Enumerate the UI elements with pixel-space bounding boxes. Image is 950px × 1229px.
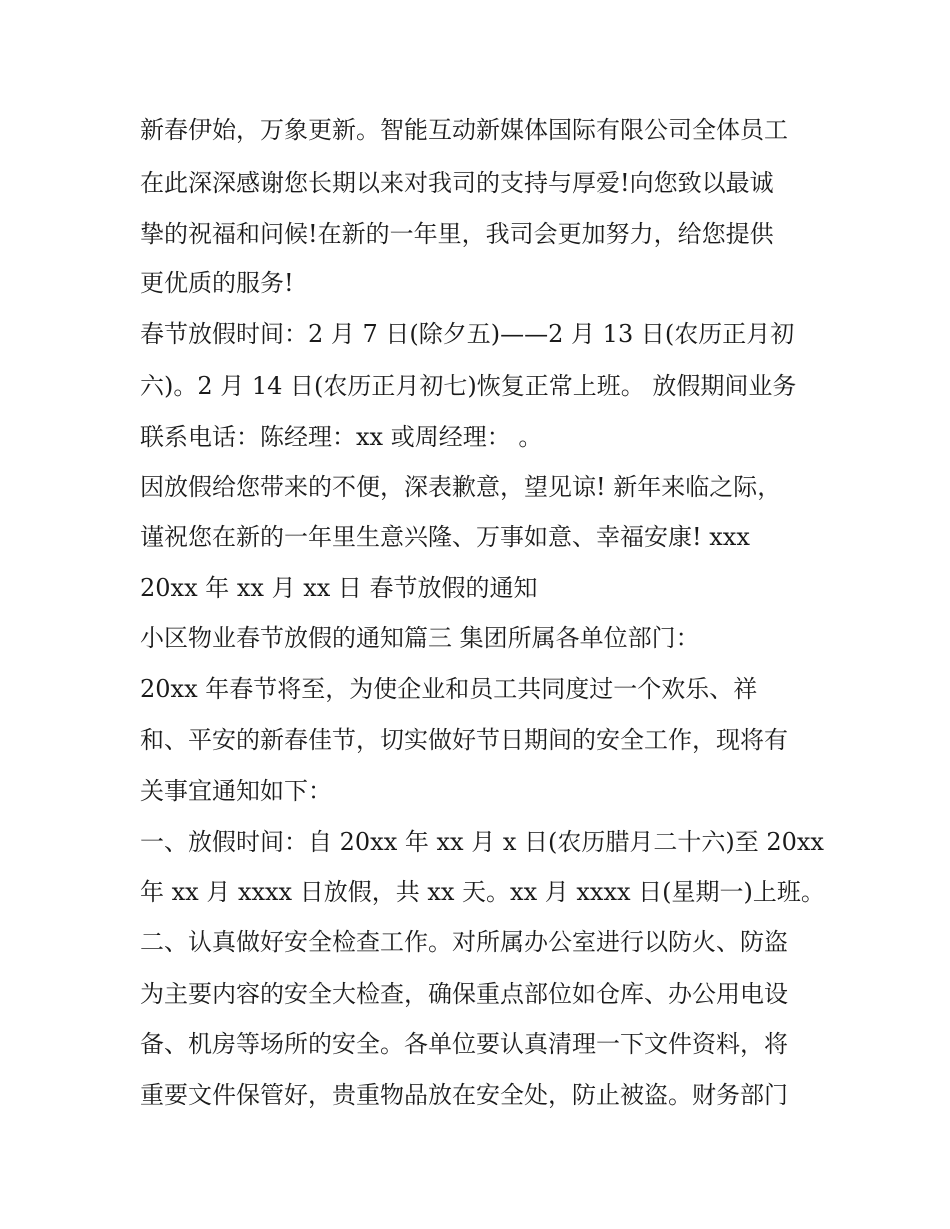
paragraph-line: 因放假给您带来的不便，深表歉意，望见谅! 新年来临之际， — [140, 473, 782, 501]
paragraph-line: 和、平安的新春佳节，切实做好节日期间的安全工作，现将有 — [140, 726, 788, 754]
paragraph-line: 关事宜通知如下： — [140, 777, 332, 805]
paragraph-line: 一、放假时间：自 20xx 年 xx 月 x 日(农历腊月二十六)至 20xx — [140, 828, 824, 856]
paragraph-line: 更优质的服务! — [140, 269, 294, 297]
paragraph-line: 新春伊始，万象更新。智能互动新媒体国际有限公司全体员工 — [140, 116, 788, 144]
paragraph-line: 春节放假时间：2 月 7 日(除夕五)——2 月 13 日(农历正月初 — [140, 320, 795, 348]
paragraph-line: 挚的祝福和问候!在新的一年里，我司会更加努力，给您提供 — [140, 220, 774, 248]
paragraph-line: 谨祝您在新的一年里生意兴隆、万事如意、幸福安康! xxx — [140, 523, 750, 551]
paragraph-line: 二、认真做好安全检查工作。对所属办公室进行以防火、防盗 — [140, 928, 788, 956]
paragraph-line: 20xx 年 xx 月 xx 日 春节放假的通知 — [140, 574, 538, 602]
paragraph-line: 联系电话：陈经理：xx 或周经理： 。 — [140, 423, 543, 451]
paragraph-line: 重要文件保管好，贵重物品放在安全处，防止被盗。财务部门 — [140, 1081, 788, 1109]
paragraph-line: 20xx 年春节将至，为使企业和员工共同度过一个欢乐、祥 — [140, 675, 758, 703]
paragraph-line: 六)。2 月 14 日(农历正月初七)恢复正常上班。 放假期间业务 — [140, 372, 797, 400]
paragraph-line: 在此深深感谢您长期以来对我司的支持与厚爱!向您致以最诚 — [140, 169, 774, 197]
paragraph-line: 备、机房等场所的安全。各单位要认真清理一下文件资料，将 — [140, 1030, 788, 1058]
paragraph-line: 年 xx 月 xxxx 日放假，共 xx 天。xx 月 xxxx 日(星期一)上班。 — [140, 878, 825, 906]
paragraph-line: 小区物业春节放假的通知篇三 集团所属各单位部门： — [140, 624, 700, 652]
paragraph-line: 为主要内容的安全大检查，确保重点部位如仓库、办公用电设 — [140, 980, 788, 1008]
